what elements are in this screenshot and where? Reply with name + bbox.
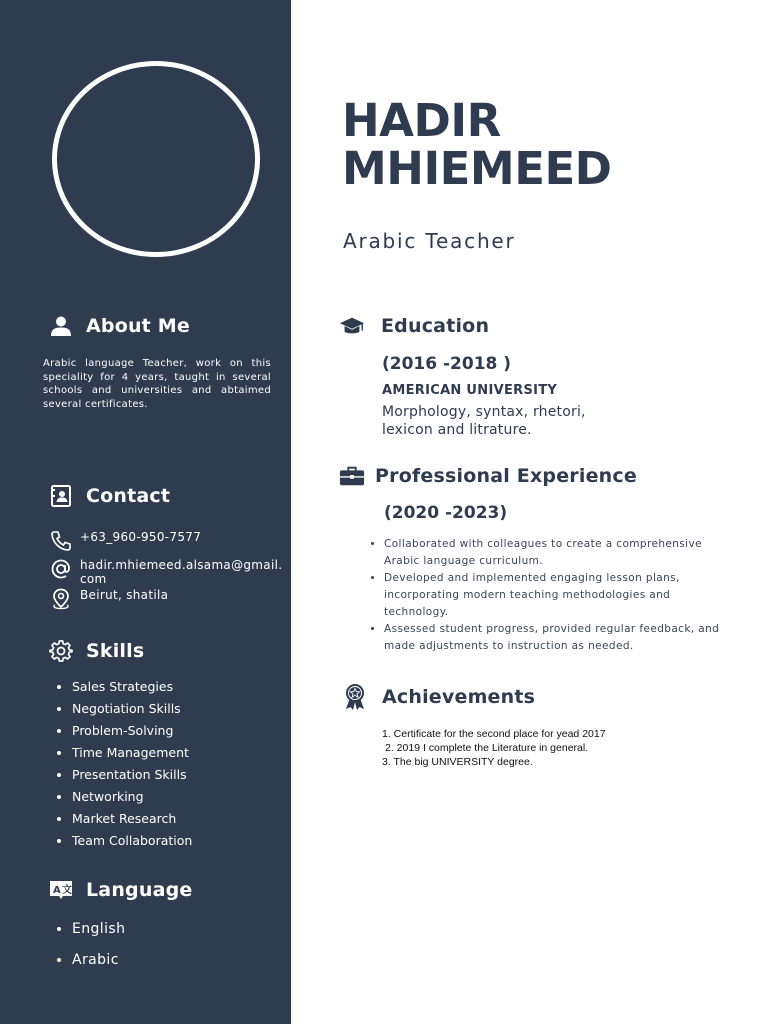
contact-phone[interactable]: +63_960-950-7577: [80, 530, 202, 544]
contact-address-row: [49, 588, 285, 610]
about-text: Arabic language Teacher, work on this speciality for 4 years, taught in several schools and universities and abtaimed several certificates.: [43, 358, 271, 410]
achievements-heading: [342, 684, 535, 710]
about-heading: [48, 313, 190, 339]
experience-title: Professional Experience: [375, 465, 637, 487]
list-item: • Team Collaboration: [72, 830, 192, 852]
language-list: [48, 914, 125, 976]
list-item: • Networking: [72, 786, 192, 808]
main-content: [291, 0, 768, 1024]
contact-heading: [48, 483, 170, 509]
achievements-list: [382, 727, 606, 769]
page-title: [342, 94, 612, 195]
award-badge-icon: [342, 684, 368, 710]
phone-icon: [49, 530, 73, 552]
contact-title: Contact: [86, 485, 171, 507]
list-item: 3. The big UNIVERSITY degree.: [382, 756, 533, 768]
skills-list: [48, 676, 192, 852]
skills-title: Skills: [86, 640, 145, 662]
skills-heading: [48, 638, 144, 664]
contact-address: Beirut, shatila: [80, 588, 169, 602]
list-item: • Negotiation Skills: [72, 698, 192, 720]
list-item: • English: [72, 914, 125, 945]
at-sign-icon: [49, 558, 73, 580]
list-item: 2. 2019 I complete the Literature in general.: [385, 742, 589, 754]
contact-phone-row: [49, 530, 285, 552]
list-item: • Collaborated with colleagues to create a comprehensive Arabic language curriculum.: [384, 536, 724, 570]
list-item: • Time Management: [72, 742, 192, 764]
achievements-title: Achievements: [382, 686, 536, 708]
user-icon: [48, 313, 74, 339]
education-title: Education: [381, 315, 490, 337]
experience-heading: [339, 463, 637, 489]
education-years: (2016 -2018 ): [382, 354, 512, 374]
about-title: About Me: [86, 315, 190, 337]
contact-email[interactable]: hadir.mhiemeed.alsama@gmail.com: [80, 558, 283, 586]
location-pin-icon: [49, 588, 73, 610]
education-school: AMERICAN UNIVERSITY: [382, 383, 558, 398]
language-title: Language: [86, 879, 193, 901]
list-item: • Assessed student progress, provided regular feedback, and made adjustments to instruction as needed.: [384, 621, 724, 655]
language-heading: [48, 877, 193, 903]
list-item: • Arabic: [72, 945, 125, 976]
contact-book-icon: [48, 483, 74, 509]
list-item: • Presentation Skills: [72, 764, 192, 786]
contact-email-row: [49, 558, 285, 586]
profile-photo-circle: [52, 61, 260, 257]
gear-icon: [48, 638, 74, 664]
education-description: Morphology, syntax, rhetori, lexicon and litrature.: [382, 404, 586, 438]
job-title: Arabic Teacher: [343, 229, 516, 253]
experience-list: [367, 536, 724, 655]
svg-text:文: 文: [62, 885, 72, 896]
list-item: • Developed and implemented engaging lesson plans, incorporating modern teaching methodologies and technology.: [384, 570, 724, 621]
sidebar: [0, 0, 291, 1024]
list-item: 1. Certificate for the second place for yead 2017: [382, 728, 606, 740]
briefcase-icon: [339, 463, 365, 489]
translate-icon: [48, 877, 74, 903]
list-item: • Problem-Solving: [72, 720, 192, 742]
experience-years: (2020 -2023): [384, 503, 508, 523]
graduation-cap-icon: [339, 313, 365, 339]
svg-text:A: A: [53, 885, 61, 896]
list-item: • Sales Strategies: [72, 676, 192, 698]
name-line-1: HADIR: [342, 94, 501, 147]
name-line-2: MHIEMEED: [342, 142, 612, 195]
education-heading: [339, 313, 489, 339]
list-item: • Market Research: [72, 808, 192, 830]
